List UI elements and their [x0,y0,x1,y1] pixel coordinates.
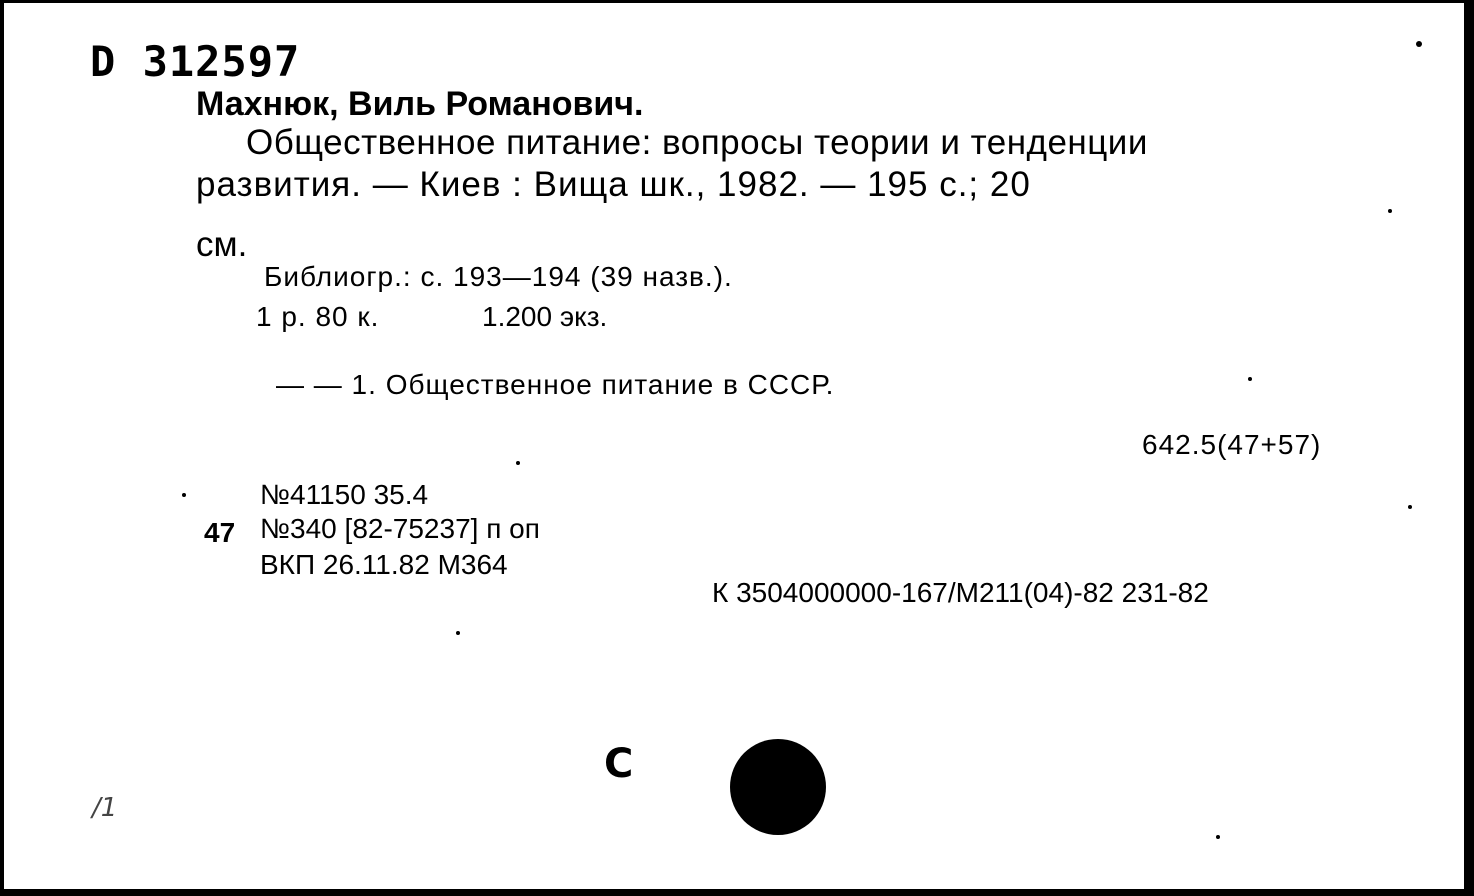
speck [456,631,460,635]
catalog-line-1: №41150 35.4 [260,479,429,510]
speck [1216,835,1220,839]
catalog-line-2: №340 [82-75237] п оп [260,513,540,544]
speck [1416,41,1422,47]
corner-mark: /1 [92,793,118,823]
catalog-code: К 3504000000-167/М211(04)-82 231-82 [712,577,1209,608]
punched-hole [730,739,826,835]
classification-index: 642.5(47+57) [1142,429,1322,460]
bibliography-note: Библиогр.: с. 193—194 (39 назв.). [264,261,733,292]
title-line-2: развития. — Киев : Вища шк., 1982. — 195 с.; 20 [196,165,1031,204]
price: 1 р. 80 к. [256,301,380,332]
title-line-1: Общественное питание: вопросы теории и тенденции [246,123,1148,162]
speck [1248,377,1252,381]
author-name: Махнюк, Виль Романович. [196,85,644,123]
catalog-line-3: ВКП 26.11.82 М364 [260,549,508,580]
speck [1408,505,1412,509]
subject-heading: — — 1. Общественное питание в СССР. [276,369,835,400]
title-line-3: см. [196,225,248,264]
speck [516,461,520,465]
speck [1388,209,1392,213]
copies-count: 1.200 экз. [482,301,608,332]
speck [182,493,186,497]
stamp-letter: C [604,741,634,787]
call-number: D 312597 [90,37,301,86]
catalog-prefix: 47 [204,517,236,548]
